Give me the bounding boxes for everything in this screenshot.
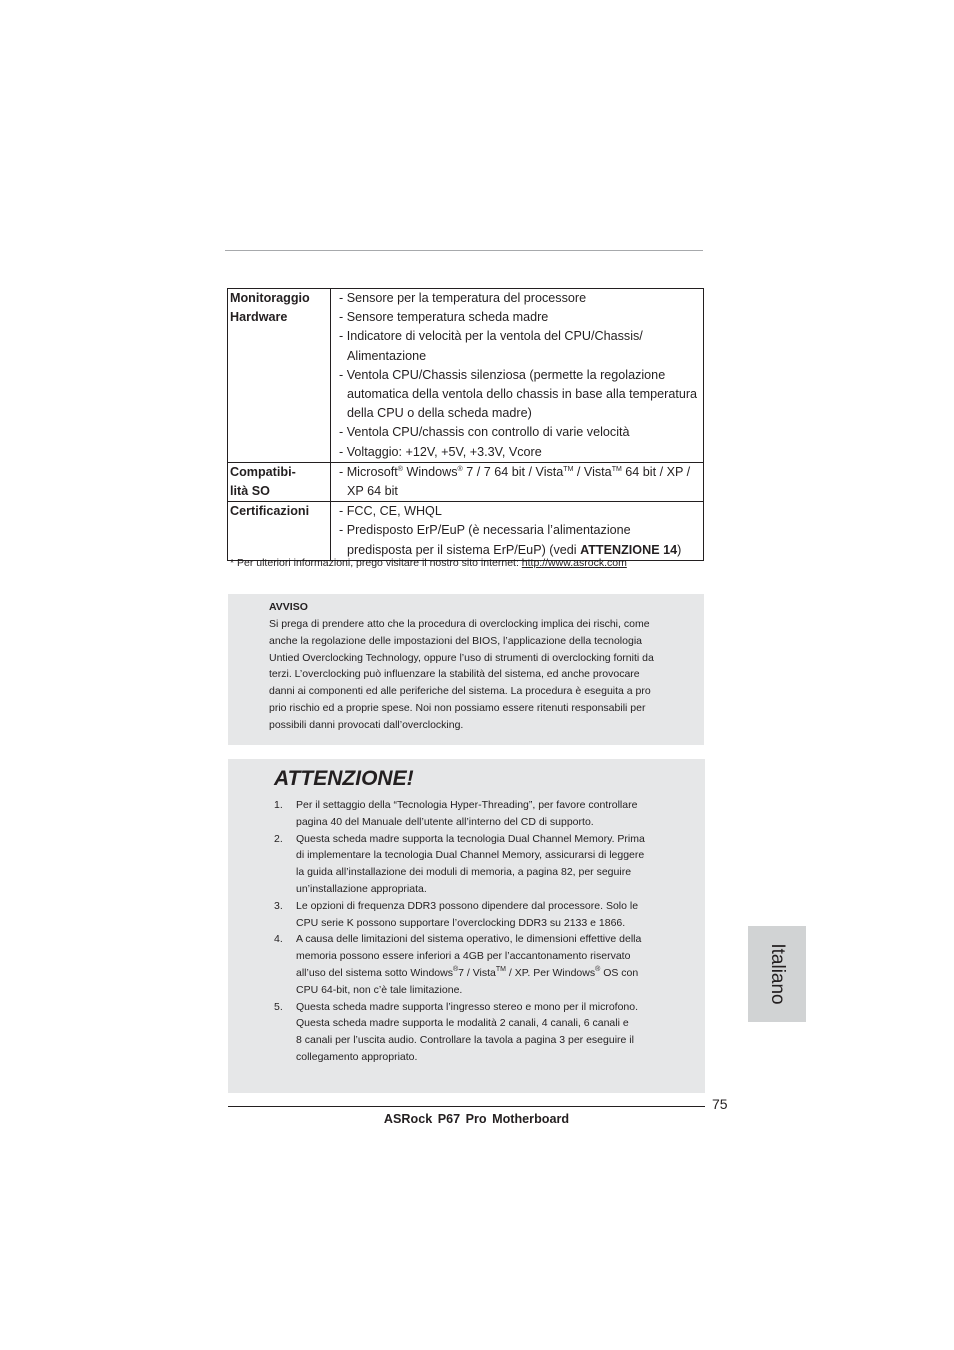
avviso-text <box>269 616 654 734</box>
text-line: Si prega di prendere atto che la procedura di overclocking implica dei rischi, come <box>269 618 650 630</box>
label-line: Certificazioni <box>230 504 310 519</box>
text-line: all’uso del sistema sotto Windows®7 / Vista™ / XP. Per Windows® OS con <box>296 965 639 979</box>
item-number: 5. <box>274 1000 283 1013</box>
row-label <box>228 462 331 501</box>
row-value <box>331 502 704 561</box>
text-line: la guida all’installazione dei moduli di memoria, a pagina 82, per seguire <box>296 866 632 879</box>
attenzione-box <box>228 759 705 1093</box>
list-item: - Predisposto ErP/EuP (è necessaria l’alimentazione <box>339 523 631 538</box>
row-label <box>228 289 331 463</box>
list-item-continuation: predisposta per il sistema ErP/EuP) (vedi ATTENZIONE 14) <box>347 542 682 557</box>
text-line: pagina 40 del Manuale dell’utente all’interno del CD di supporto. <box>296 815 594 828</box>
spec-table <box>227 288 704 561</box>
list-item: - Sensore temperatura scheda madre <box>339 310 549 325</box>
text-line: Le opzioni di frequenza DDR3 possono dipendere dal processore. Solo le <box>296 899 639 912</box>
text-line: CPU serie K possono supportare l’overclocking DDR3 su 2133 e 1866. <box>296 916 626 929</box>
item-number: 4. <box>274 933 283 946</box>
text-line: anche la regolazione delle impostazioni del BIOS, l’applicazione della tecnologia <box>269 634 642 647</box>
attenzione-list <box>228 797 645 1066</box>
text-line: un’installazione appropriata. <box>296 882 427 895</box>
text-line: Untied Overclocking Technology, oppure l’uso di strumenti di overclocking forniti da <box>269 651 654 664</box>
text-line: possibili danni provocati dall’overclocking. <box>269 718 464 731</box>
label-line: lità SO <box>230 484 270 499</box>
list-item <box>228 797 645 831</box>
row-value <box>331 462 704 501</box>
item-number: 3. <box>274 899 283 912</box>
text-line: di implementare la tecnologia Dual Channel Memory, assicurarsi di leggere <box>296 849 645 862</box>
footer-title: ASRock P67 Pro Motherboard <box>383 1112 570 1126</box>
list-item-continuation: della CPU o della scheda madre) <box>347 406 532 421</box>
item-number: 1. <box>274 799 283 811</box>
list-item <box>228 931 645 998</box>
list-item: - Voltaggio: +12V, +5V, +3.3V, Vcore <box>339 444 542 459</box>
avviso-title: AVVISO <box>269 601 308 613</box>
avviso-box <box>228 594 704 745</box>
label-line: Hardware <box>230 310 288 325</box>
website-link[interactable]: http://www.asrock.com <box>521 557 627 569</box>
list-item: - Sensore per la temperatura del processore <box>339 291 587 305</box>
text-line: prio rischio ed a proprie spese. Noi non possiamo essere ritenuti responsabili per <box>269 701 646 714</box>
language-tab <box>748 926 806 1022</box>
text-line: CPU 64-bit, non c’è tale limitazione. <box>296 983 463 996</box>
list-item <box>228 831 645 898</box>
list-item <box>228 999 645 1066</box>
list-item <box>228 898 645 932</box>
list-item-continuation: XP 64 bit <box>347 484 398 499</box>
list-item-continuation: Alimentazione <box>347 348 427 363</box>
attenzione-title: ATTENZIONE! <box>274 767 414 790</box>
footnote: * Per ulteriori informazioni, prego visitare il nostro sito internet: http://www.asrock.com <box>230 557 627 569</box>
os-support-line: - Microsoft® Windows® 7 / 7 64 bit / Vista™ / Vista™ 64 bit / XP / <box>339 464 691 479</box>
attenzione-reference: ATTENZIONE 14 <box>580 542 678 557</box>
list-item: - FCC, CE, WHQL <box>339 504 442 519</box>
list-item: - Ventola CPU/chassis con controllo di varie velocità <box>339 425 630 440</box>
text-line: A causa delle limitazioni del sistema operativo, le dimensioni effettive della <box>296 933 642 946</box>
table-row <box>228 462 704 501</box>
text-line: Questa scheda madre supporta l’ingresso stereo e mono per il microfono. <box>296 1000 639 1013</box>
page-number: 75 <box>712 1096 728 1112</box>
label-line: Monitoraggio <box>230 291 310 305</box>
row-label <box>228 502 331 561</box>
bottom-divider <box>228 1106 705 1107</box>
label-line: Compatibi- <box>230 464 296 479</box>
top-divider <box>225 250 703 251</box>
list-item: - Indicatore di velocità per la ventola del CPU/Chassis/ <box>339 329 643 344</box>
text-line: memoria possono essere inferiori a 4GB per l’accantonamento riservato <box>296 950 631 963</box>
text-line: collegamento appropriato. <box>296 1050 418 1063</box>
text-line: Questa scheda madre supporta la tecnologia Dual Channel Memory. Prima <box>296 832 645 845</box>
text-line: danni ai componenti ed alle periferiche del sistema. La procedura è eseguita a pro <box>269 685 651 698</box>
row-value <box>331 289 704 463</box>
list-item: - Ventola CPU/Chassis silenziosa (permette la regolazione <box>339 367 666 382</box>
list-item-continuation: automatica della ventola dello chassis in base alla temperatura <box>347 387 698 402</box>
text-line: Questa scheda madre supporta le modalità 2 canali, 4 canali, 6 canali e <box>296 1017 629 1030</box>
language-tab-label: Italiano <box>767 943 788 1005</box>
table-row <box>228 289 704 463</box>
text-line: 8 canali per l’uscita audio. Controllare la tavola a pagina 3 per eseguire il <box>296 1034 634 1047</box>
text-line: terzi. L’overclocking può influenzare la stabilità del sistema, ed anche provocare <box>269 668 640 681</box>
text-line: Per il settaggio della “Tecnologia Hyper-Threading”, per favore controllare <box>296 799 638 811</box>
item-number: 2. <box>274 832 283 845</box>
table-row <box>228 502 704 561</box>
